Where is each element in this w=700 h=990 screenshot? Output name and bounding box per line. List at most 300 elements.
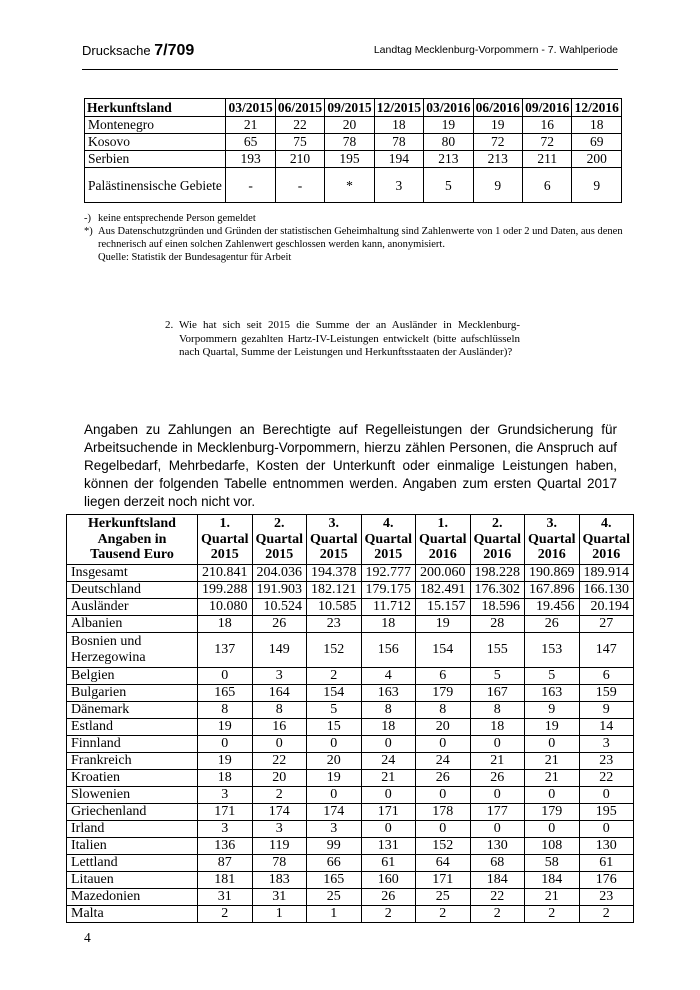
value-cell: 0 <box>198 667 253 684</box>
value-cell: 18 <box>572 117 622 134</box>
column-header: 03/2015 <box>226 99 275 117</box>
value-cell: 0 <box>198 735 253 752</box>
value-cell: 21 <box>525 769 580 786</box>
value-cell: 21 <box>470 752 525 769</box>
value-cell: 0 <box>307 735 362 752</box>
value-cell: 213 <box>424 151 473 168</box>
value-cell: 8 <box>470 701 525 718</box>
source-note <box>84 251 624 264</box>
value-cell: 171 <box>198 803 253 820</box>
value-cell: 10.524 <box>252 598 307 615</box>
column-header: 06/2016 <box>473 99 522 117</box>
value-cell: 200.060 <box>416 564 471 581</box>
value-cell: 130 <box>579 837 634 854</box>
value-cell: 18 <box>361 615 416 632</box>
value-cell: 179.175 <box>361 581 416 598</box>
country-cell: Belgien <box>67 667 198 684</box>
table-row <box>67 598 634 615</box>
table-header-row <box>67 515 634 565</box>
value-cell: 15 <box>307 718 362 735</box>
column-header <box>361 515 416 565</box>
value-cell: 19.456 <box>525 598 580 615</box>
footnote <box>84 212 624 225</box>
value-cell: 22 <box>275 117 324 134</box>
country-cell: Montenegro <box>85 117 226 134</box>
header-line: 2015 <box>265 547 294 562</box>
value-cell: 211 <box>523 151 572 168</box>
value-cell: 26 <box>470 769 525 786</box>
header-line: Tausend Euro <box>90 547 174 562</box>
table-row <box>67 564 634 581</box>
value-cell: 6 <box>523 168 572 203</box>
value-cell: 182.491 <box>416 581 471 598</box>
country-cell: Italien <box>67 837 198 854</box>
value-cell: 23 <box>579 752 634 769</box>
value-cell: 0 <box>470 820 525 837</box>
value-cell: 0 <box>470 786 525 803</box>
table-row <box>67 854 634 871</box>
column-header: Herkunftsland <box>85 99 226 117</box>
value-cell: 193 <box>226 151 275 168</box>
value-cell: 8 <box>198 701 253 718</box>
column-header: 09/2015 <box>325 99 374 117</box>
value-cell: 165 <box>307 871 362 888</box>
value-cell: 2 <box>198 905 253 922</box>
value-cell: 26 <box>361 888 416 905</box>
column-header <box>525 515 580 565</box>
value-cell: 19 <box>525 718 580 735</box>
value-cell: 184 <box>470 871 525 888</box>
column-header: 06/2015 <box>275 99 324 117</box>
value-cell: 75 <box>275 134 324 151</box>
value-cell: 154 <box>416 632 471 667</box>
value-cell: 65 <box>226 134 275 151</box>
table-row <box>67 752 634 769</box>
header-line: 2015 <box>210 547 239 562</box>
table-row <box>67 632 634 667</box>
footnote-symbol: -) <box>84 213 91 224</box>
value-cell: 78 <box>252 854 307 871</box>
column-header <box>470 515 525 565</box>
value-cell: 6 <box>416 667 471 684</box>
value-cell: 204.036 <box>252 564 307 581</box>
table-row <box>67 701 634 718</box>
value-cell: 178 <box>416 803 471 820</box>
value-cell: 25 <box>307 888 362 905</box>
value-cell: 210.841 <box>198 564 253 581</box>
value-cell: 0 <box>416 735 471 752</box>
country-cell: Serbien <box>85 151 226 168</box>
footnotes <box>84 212 624 264</box>
value-cell: 61 <box>361 854 416 871</box>
table-row <box>67 786 634 803</box>
table-body <box>85 117 622 203</box>
page-number: 4 <box>84 930 91 945</box>
payments-by-country-table <box>66 514 634 923</box>
value-cell: 179 <box>525 803 580 820</box>
header-line: 2. <box>274 516 285 531</box>
value-cell: 0 <box>579 786 634 803</box>
header-line: 4. <box>383 516 394 531</box>
country-cell: Bulgarien <box>67 684 198 701</box>
header-line: Quartal <box>201 531 249 547</box>
header-line: 2016 <box>428 547 457 562</box>
value-cell: 2 <box>361 905 416 922</box>
country-cell: Lettland <box>67 854 198 871</box>
country-cell: Mazedonien <box>67 888 198 905</box>
value-cell: 87 <box>198 854 253 871</box>
value-cell: 10.585 <box>307 598 362 615</box>
country-cell: Litauen <box>67 871 198 888</box>
value-cell: 27 <box>579 615 634 632</box>
value-cell: 152 <box>307 632 362 667</box>
value-cell: 0 <box>361 820 416 837</box>
question-text: Wie hat sich seit 2015 die Summe der an Ausländer in Mecklenburg-Vorpommern gezahlten Hartz-IV-Leistungen entwickelt (bitte aufschlüsseln nach Quartal, Summe der Leistungen und Herkunftsstaaten der Ausländer)? <box>179 319 520 358</box>
value-cell: 18 <box>470 718 525 735</box>
page-header <box>82 42 618 72</box>
table-body <box>67 564 634 922</box>
footnote-text: keine entsprechende Person gemeldet <box>98 213 256 224</box>
value-cell: 194 <box>374 151 423 168</box>
question-block <box>165 319 520 360</box>
value-cell: 182.121 <box>307 581 362 598</box>
value-cell: 181 <box>198 871 253 888</box>
value-cell: 68 <box>470 854 525 871</box>
table-row <box>67 905 634 922</box>
value-cell: 164 <box>252 684 307 701</box>
value-cell: 0 <box>307 786 362 803</box>
header-line: 2015 <box>374 547 403 562</box>
value-cell: 171 <box>416 871 471 888</box>
column-header <box>307 515 362 565</box>
header-line: Angaben in <box>97 531 167 547</box>
document-id <box>82 42 194 60</box>
value-cell: 198.228 <box>470 564 525 581</box>
value-cell: 1 <box>252 905 307 922</box>
country-cell: Frankreich <box>67 752 198 769</box>
value-cell: * <box>325 168 374 203</box>
value-cell: 119 <box>252 837 307 854</box>
country-cell: Kroatien <box>67 769 198 786</box>
value-cell: 195 <box>579 803 634 820</box>
value-cell: 0 <box>525 735 580 752</box>
value-cell: 176.302 <box>470 581 525 598</box>
value-cell: 159 <box>579 684 634 701</box>
value-cell: 20 <box>325 117 374 134</box>
header-line: Quartal <box>473 531 521 547</box>
header-line: Quartal <box>310 531 358 547</box>
value-cell: 5 <box>307 701 362 718</box>
value-cell: 3 <box>374 168 423 203</box>
value-cell: 8 <box>252 701 307 718</box>
value-cell: 10.080 <box>198 598 253 615</box>
value-cell: 25 <box>416 888 471 905</box>
table-row <box>67 769 634 786</box>
value-cell: 9 <box>579 701 634 718</box>
column-header: 12/2015 <box>374 99 423 117</box>
value-cell: 163 <box>361 684 416 701</box>
value-cell: 136 <box>198 837 253 854</box>
value-cell: 72 <box>473 134 522 151</box>
value-cell: 21 <box>226 117 275 134</box>
value-cell: 31 <box>198 888 253 905</box>
value-cell: 0 <box>361 786 416 803</box>
header-line: Quartal <box>419 531 467 547</box>
footnote-symbol: *) <box>84 226 93 237</box>
value-cell: 108 <box>525 837 580 854</box>
header-line: 1. <box>219 516 230 531</box>
value-cell: 130 <box>470 837 525 854</box>
value-cell: 2 <box>307 667 362 684</box>
table-header-row <box>85 99 622 117</box>
value-cell: 0 <box>525 786 580 803</box>
value-cell: 176 <box>579 871 634 888</box>
value-cell: 19 <box>416 615 471 632</box>
value-cell: 200 <box>572 151 622 168</box>
country-cell: Palästinensische Gebiete <box>85 168 226 203</box>
value-cell: 2 <box>416 905 471 922</box>
value-cell: 18.596 <box>470 598 525 615</box>
value-cell: 213 <box>473 151 522 168</box>
header-line: 3. <box>546 516 557 531</box>
value-cell: 78 <box>325 134 374 151</box>
table-row <box>67 871 634 888</box>
value-cell: 5 <box>424 168 473 203</box>
header-line: 2. <box>492 516 503 531</box>
header-line: 2016 <box>537 547 566 562</box>
value-cell: 160 <box>361 871 416 888</box>
value-cell: 2 <box>470 905 525 922</box>
value-cell: 80 <box>424 134 473 151</box>
country-cell: Slowenien <box>67 786 198 803</box>
value-cell: 20 <box>416 718 471 735</box>
header-rule <box>82 69 618 70</box>
value-cell: 147 <box>579 632 634 667</box>
country-cell: Albanien <box>67 615 198 632</box>
value-cell: 9 <box>572 168 622 203</box>
table-row <box>67 820 634 837</box>
value-cell: 28 <box>470 615 525 632</box>
header-line: 4. <box>601 516 612 531</box>
value-cell: 6 <box>579 667 634 684</box>
footnote-text: Aus Datenschutzgründen und Gründen der statistischen Geheimhaltung sind Zahlenwerte von 1 oder 2 und Daten, aus denen rechnerisch auf einen solchen Zahlenwert geschlossen werden kann, anonymisiert. <box>98 226 623 250</box>
header-line: 2016 <box>592 547 621 562</box>
value-cell: 3 <box>252 667 307 684</box>
value-cell: 26 <box>525 615 580 632</box>
value-cell: 2 <box>252 786 307 803</box>
value-cell: 171 <box>361 803 416 820</box>
header-line: Quartal <box>582 531 630 547</box>
header-line: Quartal <box>364 531 412 547</box>
value-cell: 179 <box>416 684 471 701</box>
table-row <box>67 667 634 684</box>
value-cell: 155 <box>470 632 525 667</box>
value-cell: 174 <box>307 803 362 820</box>
value-cell: 167.896 <box>525 581 580 598</box>
doc-label: Drucksache <box>82 43 155 58</box>
column-header <box>579 515 634 565</box>
country-cell: Irland <box>67 820 198 837</box>
value-cell: 1 <box>307 905 362 922</box>
value-cell: 192.777 <box>361 564 416 581</box>
column-header: 03/2016 <box>424 99 473 117</box>
value-cell: 15.157 <box>416 598 471 615</box>
value-cell: 9 <box>473 168 522 203</box>
value-cell: 149 <box>252 632 307 667</box>
country-cell: Malta <box>67 905 198 922</box>
value-cell: 8 <box>416 701 471 718</box>
value-cell: 190.869 <box>525 564 580 581</box>
value-cell: 58 <box>525 854 580 871</box>
header-line: 1. <box>437 516 448 531</box>
value-cell: 3 <box>579 735 634 752</box>
column-header <box>198 515 253 565</box>
value-cell: 16 <box>252 718 307 735</box>
value-cell: 66 <box>307 854 362 871</box>
table-row <box>67 615 634 632</box>
value-cell: 153 <box>525 632 580 667</box>
value-cell: 174 <box>252 803 307 820</box>
country-cell: Bosnien und Herzegowina <box>67 632 198 667</box>
value-cell: 3 <box>198 786 253 803</box>
value-cell: 194.378 <box>307 564 362 581</box>
value-cell: 19 <box>198 752 253 769</box>
value-cell: 156 <box>361 632 416 667</box>
value-cell: 0 <box>252 735 307 752</box>
table-row <box>67 837 634 854</box>
value-cell: 184 <box>525 871 580 888</box>
value-cell: 8 <box>361 701 416 718</box>
value-cell: 24 <box>361 752 416 769</box>
value-cell: 163 <box>525 684 580 701</box>
table-row <box>67 581 634 598</box>
country-cell: Deutschland <box>67 581 198 598</box>
country-cell: Dänemark <box>67 701 198 718</box>
table-row <box>85 134 622 151</box>
table-row <box>67 735 634 752</box>
country-cell: Griechenland <box>67 803 198 820</box>
value-cell: 177 <box>470 803 525 820</box>
table-row <box>85 168 622 203</box>
value-cell: 22 <box>252 752 307 769</box>
value-cell: 3 <box>307 820 362 837</box>
value-cell: 210 <box>275 151 324 168</box>
source-text: Quelle: Statistik der Bundesagentur für Arbeit <box>98 252 292 263</box>
table-row <box>67 718 634 735</box>
question-number: 2. <box>165 319 174 331</box>
column-header: 09/2016 <box>523 99 572 117</box>
table-row <box>67 888 634 905</box>
header-line: Quartal <box>528 531 576 547</box>
column-header <box>252 515 307 565</box>
doc-number: 7/709 <box>154 42 195 59</box>
value-cell: 24 <box>416 752 471 769</box>
value-cell: 137 <box>198 632 253 667</box>
value-cell: 78 <box>374 134 423 151</box>
country-cell: Kosovo <box>85 134 226 151</box>
value-cell: 26 <box>252 615 307 632</box>
value-cell: 2 <box>525 905 580 922</box>
value-cell: 0 <box>470 735 525 752</box>
country-cell: Insgesamt <box>67 564 198 581</box>
value-cell: 4 <box>361 667 416 684</box>
value-cell: 18 <box>374 117 423 134</box>
header-line: Herkunftsland <box>88 516 176 531</box>
value-cell: 19 <box>307 769 362 786</box>
header-line: 3. <box>328 516 339 531</box>
value-cell: 61 <box>579 854 634 871</box>
value-cell: 2 <box>579 905 634 922</box>
value-cell: - <box>275 168 324 203</box>
value-cell: 191.903 <box>252 581 307 598</box>
value-cell: 0 <box>416 786 471 803</box>
value-cell: 165 <box>198 684 253 701</box>
value-cell: 22 <box>470 888 525 905</box>
value-cell: 0 <box>579 820 634 837</box>
country-cell: Finnland <box>67 735 198 752</box>
value-cell: 195 <box>325 151 374 168</box>
value-cell: 20 <box>252 769 307 786</box>
value-cell: 199.288 <box>198 581 253 598</box>
answer-paragraph: Angaben zu Zahlungen an Berechtigte auf Regelleistungen der Grundsicherung für Arbeitsuchende in Mecklenburg-Vorpommern, hierzu zählen Personen, die Anspruch auf Regelbedarf, Mehrbedarfe, Kosten der Unterkunft oder einmalige Leistungen haben, können der folgenden Tabelle entnommen werden. Angaben zum ersten Quartal 2017 liegen derzeit noch nicht vor. <box>84 422 617 509</box>
value-cell: 18 <box>361 718 416 735</box>
parliament-name: Landtag Mecklenburg-Vorpommern - 7. Wahlperiode <box>373 44 618 56</box>
header-line: 2015 <box>319 547 348 562</box>
value-cell: 19 <box>198 718 253 735</box>
value-cell: 131 <box>361 837 416 854</box>
value-cell: 189.914 <box>579 564 634 581</box>
value-cell: 22 <box>579 769 634 786</box>
value-cell: 9 <box>525 701 580 718</box>
value-cell: 0 <box>361 735 416 752</box>
country-cell: Estland <box>67 718 198 735</box>
footnote <box>84 225 624 251</box>
value-cell: 19 <box>473 117 522 134</box>
value-cell: 31 <box>252 888 307 905</box>
value-cell: 14 <box>579 718 634 735</box>
value-cell: 99 <box>307 837 362 854</box>
value-cell: 0 <box>416 820 471 837</box>
value-cell: 20.194 <box>579 598 634 615</box>
header-line: 2016 <box>483 547 512 562</box>
value-cell: 166.130 <box>579 581 634 598</box>
country-cell: Ausländer <box>67 598 198 615</box>
value-cell: 152 <box>416 837 471 854</box>
table-row <box>67 684 634 701</box>
value-cell: 5 <box>470 667 525 684</box>
value-cell: 18 <box>198 769 253 786</box>
value-cell: - <box>226 168 275 203</box>
value-cell: 5 <box>525 667 580 684</box>
value-cell: 20 <box>307 752 362 769</box>
value-cell: 0 <box>525 820 580 837</box>
column-header <box>416 515 471 565</box>
value-cell: 23 <box>307 615 362 632</box>
table-row <box>85 117 622 134</box>
value-cell: 154 <box>307 684 362 701</box>
value-cell: 11.712 <box>361 598 416 615</box>
value-cell: 3 <box>198 820 253 837</box>
value-cell: 69 <box>572 134 622 151</box>
value-cell: 167 <box>470 684 525 701</box>
value-cell: 21 <box>525 888 580 905</box>
header-line: Quartal <box>255 531 303 547</box>
value-cell: 3 <box>252 820 307 837</box>
montenegro-kosovo-serbia-table <box>84 98 622 203</box>
column-header <box>67 515 198 565</box>
value-cell: 183 <box>252 871 307 888</box>
value-cell: 21 <box>525 752 580 769</box>
